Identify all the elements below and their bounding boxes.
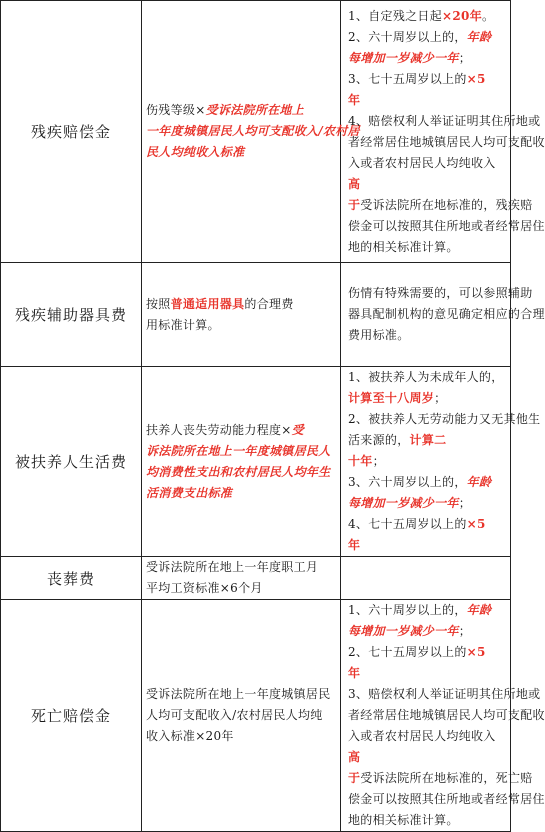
highlight-text: 普通适用器具 bbox=[170, 296, 245, 311]
note-line bbox=[348, 195, 533, 216]
highlight-text: 年 bbox=[348, 92, 361, 107]
table-row bbox=[1, 367, 511, 557]
plain-text: 者经常居住地城镇居民人均可支配收 bbox=[348, 134, 545, 149]
plain-text: ； bbox=[458, 50, 472, 65]
plain-text: 3、七十五周岁以上的 bbox=[348, 71, 467, 86]
note-line bbox=[348, 367, 505, 388]
highlight-text: 高 bbox=[348, 176, 361, 191]
plain-text: 地的相关标准计算。 bbox=[348, 239, 459, 254]
item-name bbox=[1, 263, 142, 367]
plain-text: 偿金可以按照其住所地或者经常居住 bbox=[348, 792, 545, 806]
note-line bbox=[348, 132, 545, 153]
item-name bbox=[1, 367, 142, 557]
highlight-text: 年龄 bbox=[466, 475, 492, 489]
standard-cell bbox=[142, 367, 341, 557]
item-name-text: 死亡赔偿金 bbox=[30, 707, 111, 725]
highlight-text: 每增加一岁减少一年 bbox=[348, 50, 459, 65]
item-name-text: 丧葬费 bbox=[46, 569, 95, 588]
plain-text: 2、被扶养人无劳动能力又无其他生 bbox=[348, 412, 541, 426]
note-line bbox=[348, 514, 505, 535]
note-line bbox=[348, 642, 505, 663]
highlight-text: ×20年 bbox=[442, 8, 483, 23]
note-line bbox=[348, 684, 541, 705]
highlight-text: 受 bbox=[291, 422, 304, 437]
note-line bbox=[348, 388, 505, 409]
plain-text: 2、六十周岁以上的， bbox=[348, 29, 467, 44]
highlight-text: 高 bbox=[348, 750, 361, 764]
highlight-text: 计算至十八周岁 bbox=[348, 391, 435, 405]
note-line bbox=[348, 663, 505, 684]
note-line bbox=[348, 216, 545, 237]
standard-line bbox=[146, 441, 332, 462]
highlight-text: 于 bbox=[348, 197, 361, 212]
highlight-text: 年 bbox=[348, 538, 361, 552]
note-line bbox=[348, 493, 505, 514]
plain-text: 活来源的， bbox=[348, 433, 410, 447]
plain-text: 用标准计算。 bbox=[146, 317, 220, 332]
standard-line bbox=[146, 420, 332, 441]
notes-cell bbox=[341, 557, 511, 600]
plain-text: 地的相关标准计算。 bbox=[348, 813, 459, 827]
plain-text: 伤残等级× bbox=[146, 103, 206, 117]
highlight-text: 均消费性支出和农村居民人均年生 bbox=[146, 464, 331, 479]
plain-text: 受诉法院所在地标准的，死亡赔 bbox=[360, 771, 533, 785]
note-line bbox=[348, 6, 505, 27]
plain-text: 费用标准。 bbox=[348, 328, 410, 342]
plain-text: 受诉法院所在地标准的，残疾赔 bbox=[360, 197, 533, 212]
item-name bbox=[1, 1, 142, 263]
highlight-text: 年 bbox=[348, 666, 361, 680]
note-line bbox=[348, 111, 541, 132]
plain-text: 4、赔偿权利人举证证明其住所地或 bbox=[348, 113, 541, 128]
note-line bbox=[348, 27, 505, 48]
note-line bbox=[348, 237, 505, 258]
note-line bbox=[348, 726, 505, 747]
highlight-text: 受诉法院所在地上 bbox=[205, 103, 304, 117]
plain-text: 2、七十五周岁以上的 bbox=[348, 645, 467, 659]
highlight-text: 年龄 bbox=[466, 29, 492, 44]
standard-line bbox=[146, 483, 332, 504]
note-line bbox=[348, 90, 505, 111]
note-line bbox=[348, 705, 545, 726]
note-line bbox=[348, 768, 533, 789]
standard-line bbox=[146, 578, 332, 599]
note-line bbox=[348, 535, 505, 556]
plain-text: 1、六十周岁以上的， bbox=[348, 603, 467, 617]
plain-text: 1、被扶养人为未成年人的， bbox=[348, 370, 504, 384]
highlight-text: ×5 bbox=[466, 645, 486, 659]
highlight-text: 每增加一岁减少一年 bbox=[348, 496, 459, 510]
note-line bbox=[348, 472, 505, 493]
plain-text: 收入标准×20年 bbox=[146, 729, 234, 743]
note-line bbox=[348, 451, 505, 472]
item-name bbox=[1, 600, 142, 832]
highlight-text: 诉法院所在地上一年度城镇居民人 bbox=[146, 443, 331, 458]
table-row bbox=[1, 600, 511, 832]
plain-text: 扶养人丧失劳动能力程度× bbox=[146, 422, 292, 437]
standard-line bbox=[146, 705, 332, 726]
standard-line bbox=[146, 121, 360, 142]
note-line bbox=[348, 48, 505, 69]
table-row bbox=[1, 263, 511, 367]
item-name-text: 残疾赔偿金 bbox=[30, 123, 111, 141]
plain-text: 伤情有特殊需要的，可以参照辅助 bbox=[348, 286, 533, 300]
highlight-text: ×5 bbox=[466, 71, 486, 86]
plain-text: ； bbox=[458, 496, 472, 510]
plain-text: 4、七十五周岁以上的 bbox=[348, 517, 467, 531]
standard-line bbox=[146, 462, 332, 483]
plain-text: 3、赔偿权利人举证证明其住所地或 bbox=[348, 687, 541, 701]
plain-text: 3、六十周岁以上的， bbox=[348, 475, 467, 489]
plain-text: 偿金可以按照其住所地或者经常居住 bbox=[348, 218, 545, 233]
plain-text: 平均工资标准×6个月 bbox=[146, 581, 263, 595]
table-row bbox=[1, 1, 511, 263]
note-line bbox=[348, 600, 505, 621]
item-name-text: 残疾辅助器具费 bbox=[14, 306, 127, 324]
item-name-text: 被扶养人生活费 bbox=[14, 453, 127, 471]
highlight-text: 年龄 bbox=[466, 603, 492, 617]
plain-text: 人均可支配收入/农村居民人均纯 bbox=[146, 708, 323, 722]
plain-text: ； bbox=[458, 624, 472, 638]
plain-text: 入或者农村居民人均纯收入 bbox=[348, 729, 496, 743]
highlight-text: 民人均纯收入标准 bbox=[146, 145, 245, 159]
item-name bbox=[1, 557, 142, 600]
plain-text: 1、自定残之日起 bbox=[348, 8, 443, 23]
note-line bbox=[348, 789, 545, 810]
standard-line bbox=[146, 557, 332, 578]
plain-text: 器具配制机构的意见确定相应的合理 bbox=[348, 307, 545, 321]
standard-line bbox=[146, 294, 332, 315]
note-line bbox=[348, 409, 541, 430]
plain-text: ； bbox=[434, 391, 447, 405]
plain-text: 受诉法院所在地上一年度城镇居民 bbox=[146, 687, 331, 701]
plain-text: 者经常居住地城镇居民人均可支配收 bbox=[348, 708, 545, 722]
note-line bbox=[348, 747, 505, 768]
note-line bbox=[348, 153, 505, 174]
note-line bbox=[348, 810, 505, 831]
note-line bbox=[348, 430, 505, 451]
highlight-text: 十年 bbox=[348, 454, 373, 468]
note-line bbox=[348, 174, 505, 195]
table-row bbox=[1, 557, 511, 600]
standard-line bbox=[146, 100, 332, 121]
standard-line bbox=[146, 726, 332, 747]
standard-line bbox=[146, 315, 332, 336]
standard-line bbox=[146, 142, 332, 163]
highlight-text: 一年度城镇居民人均可支配收入/农村居 bbox=[146, 124, 360, 138]
highlight-text: 活消费支出标准 bbox=[146, 485, 233, 500]
highlight-text: ×5 bbox=[466, 517, 486, 531]
standard-cell bbox=[142, 557, 341, 600]
plain-text: 受诉法院所在地上一年度职工月 bbox=[146, 560, 319, 574]
highlight-text: 每增加一岁减少一年 bbox=[348, 624, 459, 638]
standard-line bbox=[146, 684, 332, 705]
highlight-text: 于 bbox=[348, 771, 361, 785]
note-line bbox=[348, 69, 505, 90]
note-line bbox=[348, 325, 505, 346]
note-line bbox=[348, 283, 533, 304]
plain-text: 入或者农村居民人均纯收入 bbox=[348, 155, 496, 170]
plain-text: 的合理费 bbox=[244, 296, 294, 311]
standard-cell bbox=[142, 263, 341, 367]
standard-cell bbox=[142, 600, 341, 832]
note-line bbox=[348, 621, 505, 642]
plain-text: ； bbox=[372, 454, 385, 468]
notes-cell bbox=[341, 263, 545, 367]
notes-cell bbox=[341, 1, 545, 263]
plain-text: 。 bbox=[482, 8, 495, 23]
notes-cell bbox=[341, 600, 545, 832]
standard-cell bbox=[142, 1, 360, 263]
note-line bbox=[348, 304, 545, 325]
plain-text: 按照 bbox=[146, 296, 171, 311]
highlight-text: 计算二 bbox=[409, 433, 447, 447]
notes-cell bbox=[341, 367, 541, 557]
